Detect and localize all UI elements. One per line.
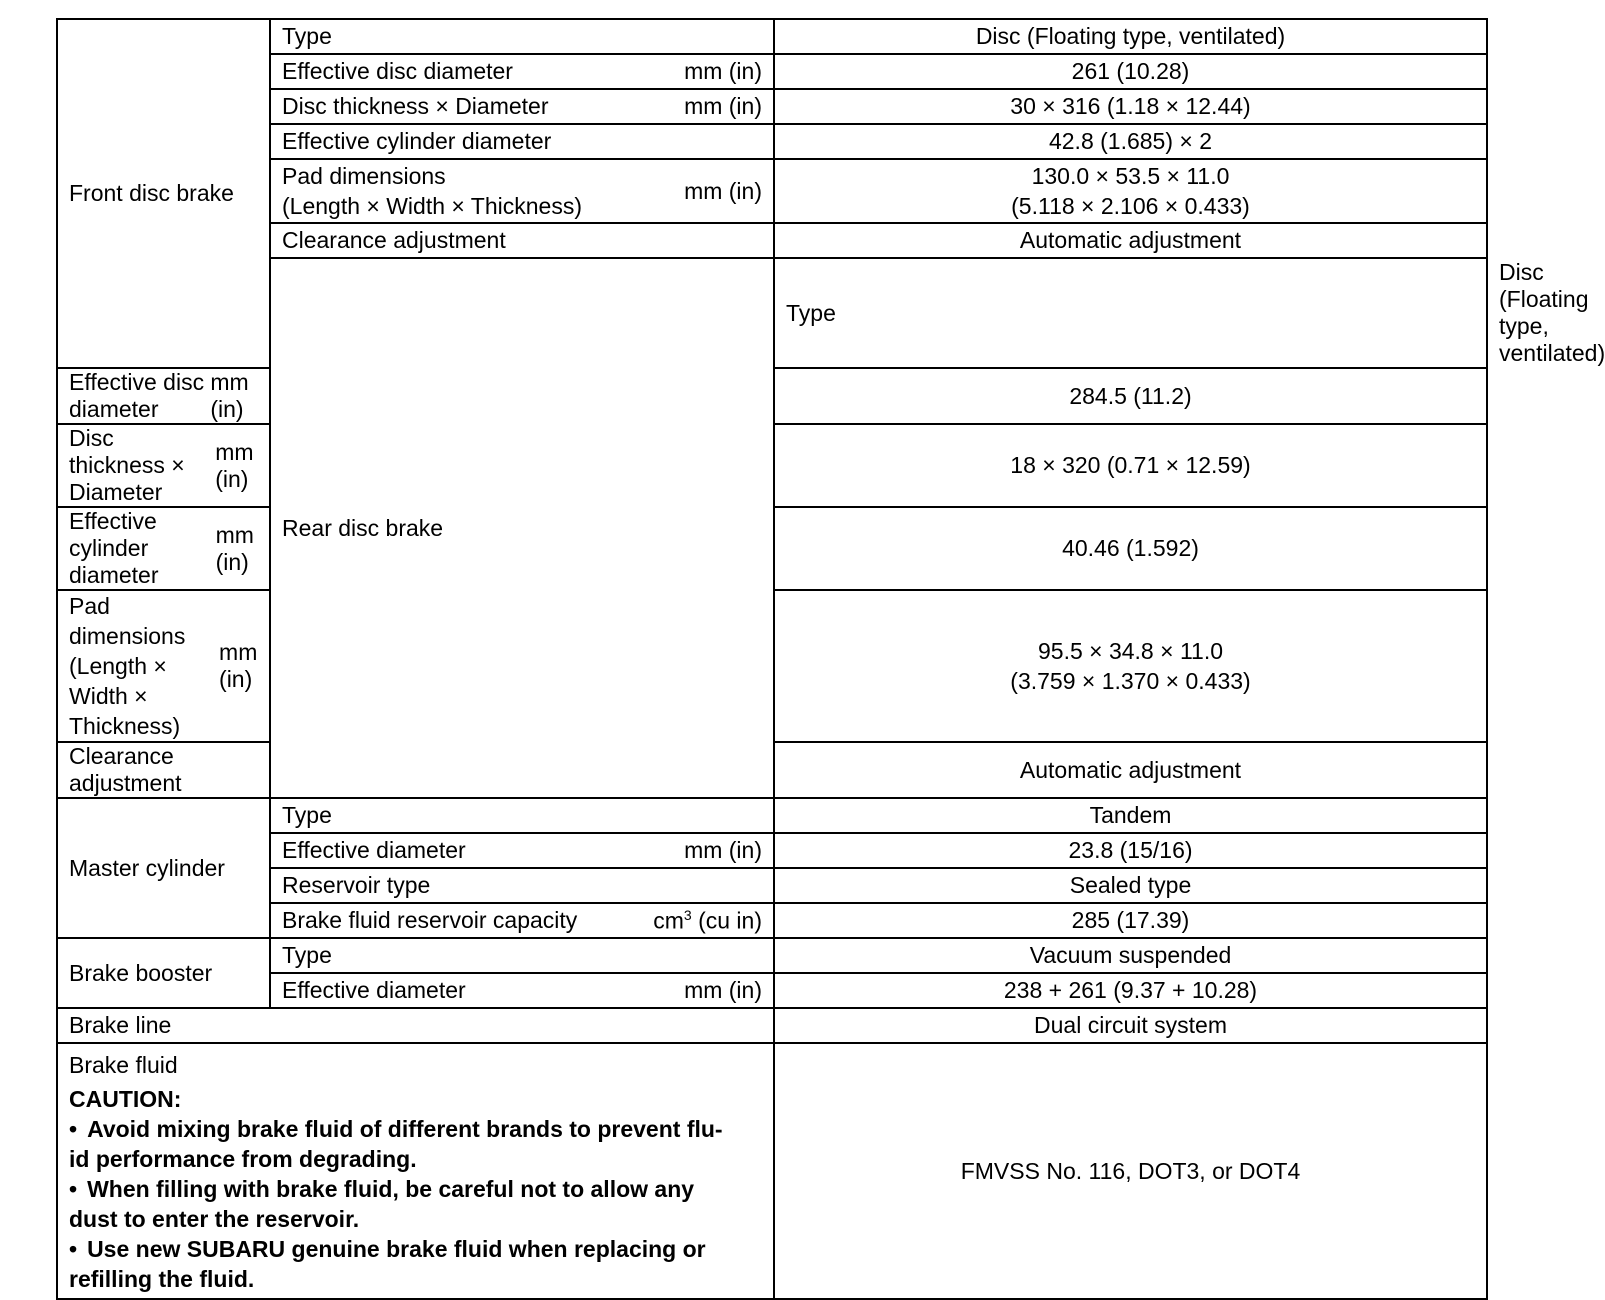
item-value: Automatic adjustment — [774, 223, 1487, 258]
item-label: Effective diameter mm (in) — [270, 973, 774, 1008]
table-row — [57, 1043, 1487, 1299]
unit-label: mm (in) — [684, 977, 762, 1003]
item-label: Type — [774, 258, 1487, 368]
item-value: 95.5 × 34.8 × 11.0 (3.759 × 1.370 × 0.433) — [774, 590, 1487, 742]
caution-bullet: • Use new SUBARU genuine brake fluid when replacing or refilling the fluid. — [69, 1236, 706, 1292]
item-value: Vacuum suspended — [774, 938, 1487, 973]
group-label-rear-disc-brake: Rear disc brake — [270, 258, 774, 798]
item-value: 40.46 (1.592) — [774, 507, 1487, 590]
item-label: Effective cylinder diameter — [270, 124, 774, 159]
item-value: FMVSS No. 116, DOT3, or DOT4 — [774, 1043, 1487, 1299]
unit-label: mm (in) — [684, 58, 762, 84]
item-value: Disc (Floating type, ventilated) — [774, 19, 1487, 54]
table-row — [57, 903, 1487, 938]
item-label: Effective disc diameter mm (in) — [270, 54, 774, 89]
unit-label: mm (in) — [215, 521, 254, 575]
item-value: 42.8 (1.685) × 2 — [774, 124, 1487, 159]
item-label: Reservoir type — [270, 868, 774, 903]
unit-label: mm (in) — [684, 93, 762, 119]
table-row — [57, 159, 1487, 223]
item-label: Disc thickness × Diameter mm (in) — [270, 89, 774, 124]
item-label: Type — [270, 19, 774, 54]
item-value: Tandem — [774, 798, 1487, 833]
item-value: Automatic adjustment — [774, 742, 1487, 798]
table-row — [57, 124, 1487, 159]
table-row — [57, 54, 1487, 89]
table-row — [57, 798, 1487, 833]
table-row: Rear disc brake Type Disc (Floating type, ventilated) — [57, 258, 1487, 368]
caution-bullet: • When filling with brake fluid, be careful not to allow any dust to enter the reservoir. — [69, 1176, 695, 1232]
unit-label: $cm^3$ (cu in) — [653, 906, 762, 934]
unit-label: mm (in) — [215, 438, 254, 492]
caution-heading: CAUTION: — [69, 1086, 182, 1112]
group-label-brake-fluid: Brake fluid — [69, 1052, 178, 1078]
item-value: 23.8 (15/16) — [774, 833, 1487, 868]
table-row — [57, 868, 1487, 903]
item-value: 238 + 261 (9.37 + 10.28) — [774, 973, 1487, 1008]
group-label-front-disc-brake: Front disc brake — [57, 19, 270, 368]
item-value: 285 (17.39) — [774, 903, 1487, 938]
table-row — [57, 89, 1487, 124]
item-label: Pad dimensions (Length × Width × Thickness) mm (in) — [57, 590, 270, 742]
group-label-brake-line: Brake line — [57, 1008, 774, 1043]
caution-bullet: • Avoid mixing brake fluid of different brands to prevent flu- id performance from degrading. — [69, 1116, 723, 1172]
item-value: 284.5 (11.2) — [774, 368, 1487, 424]
table-row — [57, 833, 1487, 868]
unit-label: mm (in) — [684, 837, 762, 863]
group-label-brake-booster: Brake booster — [57, 938, 270, 1008]
item-label: Effective diameter mm (in) — [270, 833, 774, 868]
item-value: 130.0 × 53.5 × 11.0 (5.118 × 2.106 × 0.433) — [774, 159, 1487, 223]
table-row — [57, 973, 1487, 1008]
item-label: Effective disc diameter mm (in) — [57, 368, 270, 424]
item-value: Dual circuit system — [774, 1008, 1487, 1043]
table-row — [57, 223, 1487, 258]
item-label: Brake fluid reservoir capacity $cm^3$ (cu in) — [270, 903, 774, 938]
unit-label: mm (in) — [210, 369, 249, 422]
brake-specifications-table — [56, 18, 1605, 1300]
table-row — [57, 1008, 1487, 1043]
item-label: Clearance adjustment — [270, 223, 774, 258]
brake-fluid-caution-cell — [57, 1043, 774, 1299]
table-row — [57, 938, 1487, 973]
item-label: Disc thickness × Diameter mm (in) — [57, 424, 270, 507]
item-value: 30 × 316 (1.18 × 12.44) — [774, 89, 1487, 124]
item-label: Pad dimensions (Length × Width × Thickness) mm (in) — [270, 159, 774, 223]
item-label: Clearance adjustment — [57, 742, 270, 798]
unit-label: mm (in) — [219, 639, 258, 692]
table-row — [57, 19, 1487, 54]
item-label: Type — [270, 798, 774, 833]
unit-label: mm (in) — [684, 177, 762, 204]
group-label-master-cylinder: Master cylinder — [57, 798, 270, 938]
item-label: Effective cylinder diameter mm (in) — [57, 507, 270, 590]
item-label: Type — [270, 938, 774, 973]
item-value: Sealed type — [774, 868, 1487, 903]
item-value: 261 (10.28) — [774, 54, 1487, 89]
item-value: 18 × 320 (0.71 × 12.59) — [774, 424, 1487, 507]
